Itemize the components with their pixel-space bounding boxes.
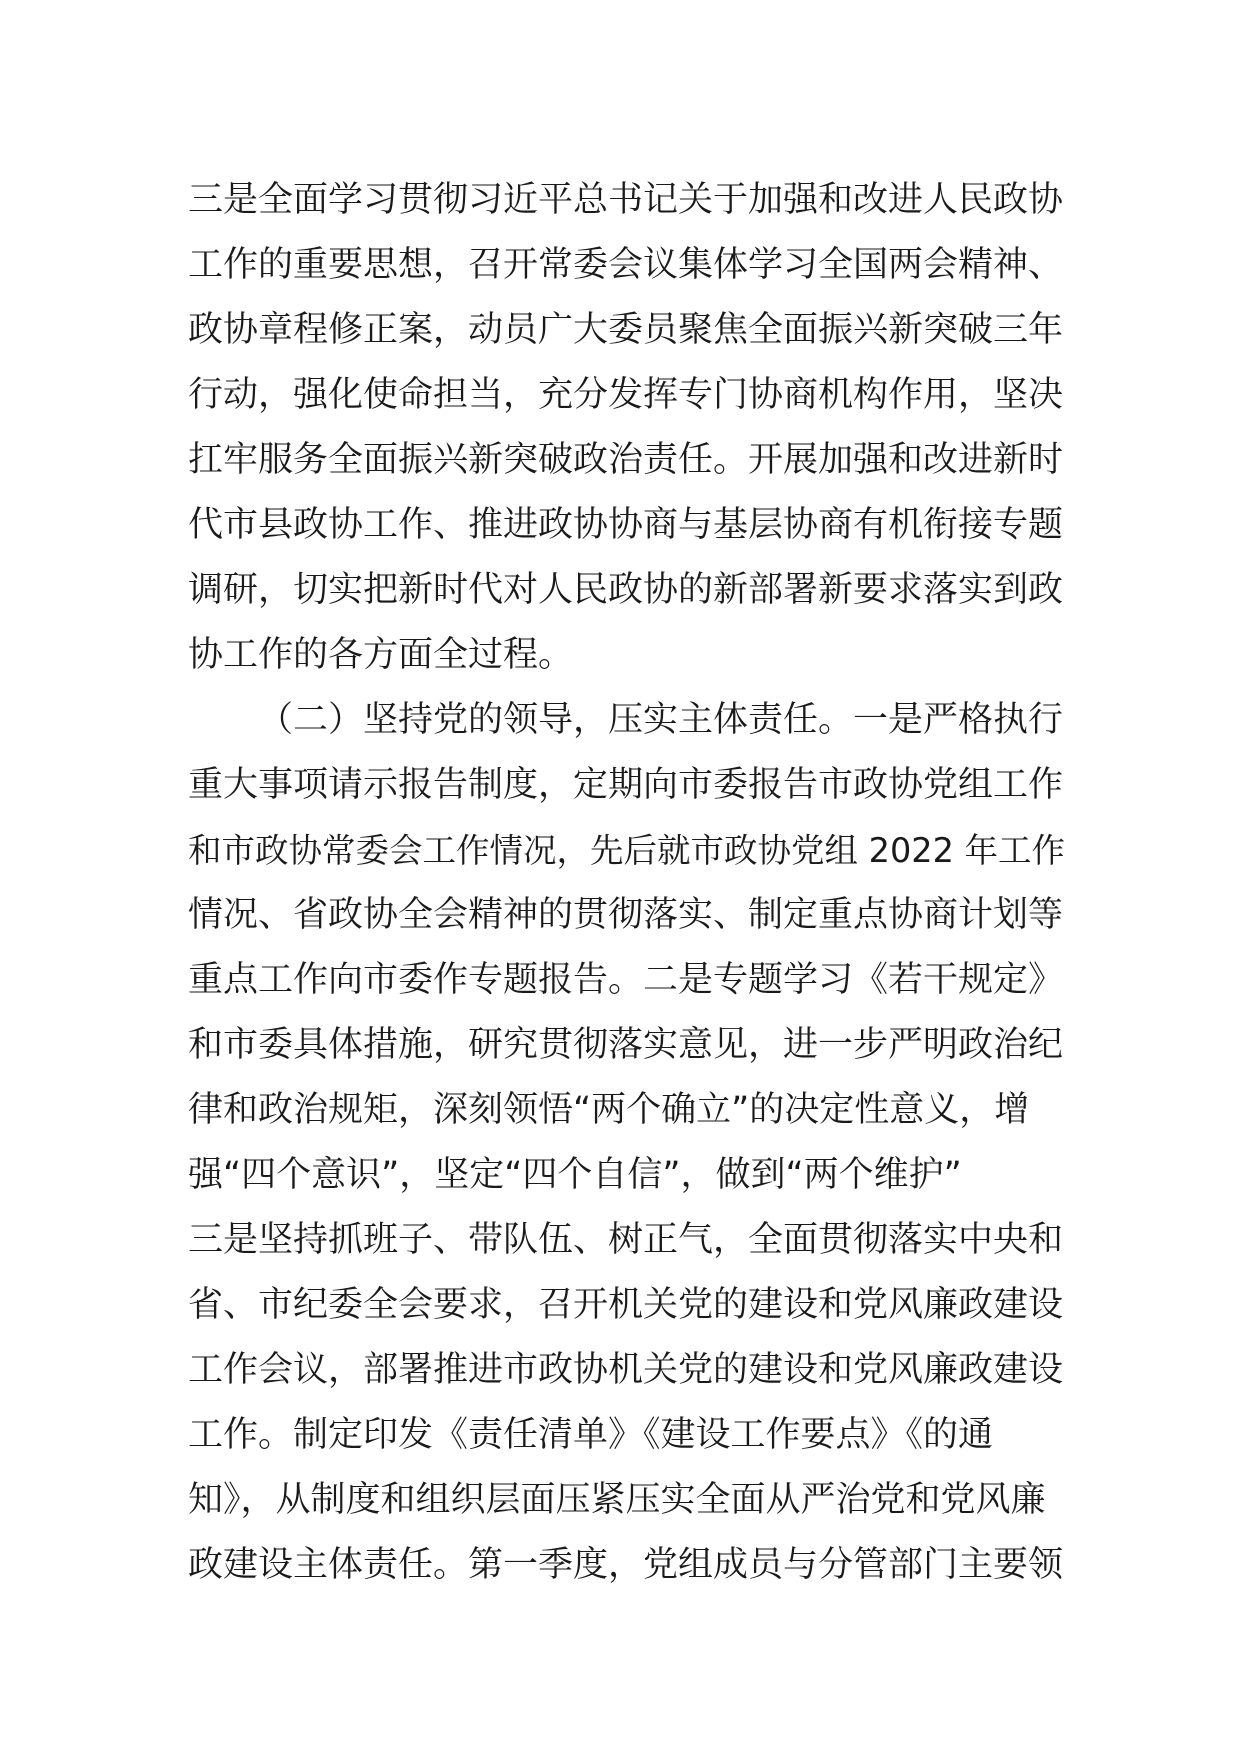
text-line-6: 代市县政协工作、推进政协协商与基层协商有机衔接专题 xyxy=(188,505,1064,545)
text-line-22: 政建设主体责任。第一季度，党组成员与分管部门主要领 xyxy=(188,1545,1064,1585)
text-line-7: 调研，切实把新时代对人民政协的新部署新要求落实到政 xyxy=(188,570,1064,610)
text-line-4: 行动，强化使命担当，充分发挥专门协商机构作用，坚决 xyxy=(188,375,1064,415)
text-line-21: 知》，从制度和组织层面压紧压实全面从严治党和党风廉 xyxy=(188,1480,1046,1520)
text-line-16: 强“四个意识”，坚定“四个自信”，做到“两个维护” xyxy=(188,1155,962,1195)
text-line-8: 协工作的各方面全过程。 xyxy=(188,635,574,675)
text-line-15: 律和政治规矩，深刻领悟“两个确立”的决定性意义，增 xyxy=(188,1090,1030,1130)
text-line-17: 三是坚持抓班子、带队伍、树正气，全面贯彻落实中央和 xyxy=(188,1220,1064,1260)
text-line-20: 工作。制定印发《责任清单》《建设工作要点》《的通 xyxy=(188,1415,994,1455)
text-line-12: 情况、省政协全会精神的贯彻落实、制定重点协商计划等 xyxy=(188,895,1064,935)
text-line-14: 和市委具体措施，研究贯彻落实意见，进一步严明政治纪 xyxy=(188,1025,1064,1065)
text-line-13: 重点工作向市委作专题报告。二是专题学习《若干规定》 xyxy=(188,960,1064,1000)
body-text xyxy=(188,168,1068,1598)
text-line-18: 省、市纪委全会要求，召开机关党的建设和党风廉政建设 xyxy=(188,1285,1064,1325)
text-line-1: 三是全面学习贯彻习近平总书记关于加强和改进人民政协 xyxy=(188,180,1064,220)
text-line-10: 重大事项请示报告制度，定期向市委报告市政协党组工作 xyxy=(188,765,1064,805)
text-line-2: 工作的重要思想，召开常委会议集体学习全国两会精神、 xyxy=(188,245,1064,285)
text-line-11: 和市政协常委会工作情况，先后就市政协党组 2022 年工作 xyxy=(188,831,1066,870)
text-line-5: 扛牢服务全面振兴新突破政治责任。开展加强和改进新时 xyxy=(188,440,1064,480)
text-line-19: 工作会议，部署推进市政协机关党的建设和党风廉政建设 xyxy=(188,1350,1064,1390)
text-line-3: 政协章程修正案，动员广大委员聚焦全面振兴新突破三年 xyxy=(188,310,1064,350)
text-line-9: （二）坚持党的领导，压实主体责任。一是严格执行 xyxy=(258,700,1064,740)
